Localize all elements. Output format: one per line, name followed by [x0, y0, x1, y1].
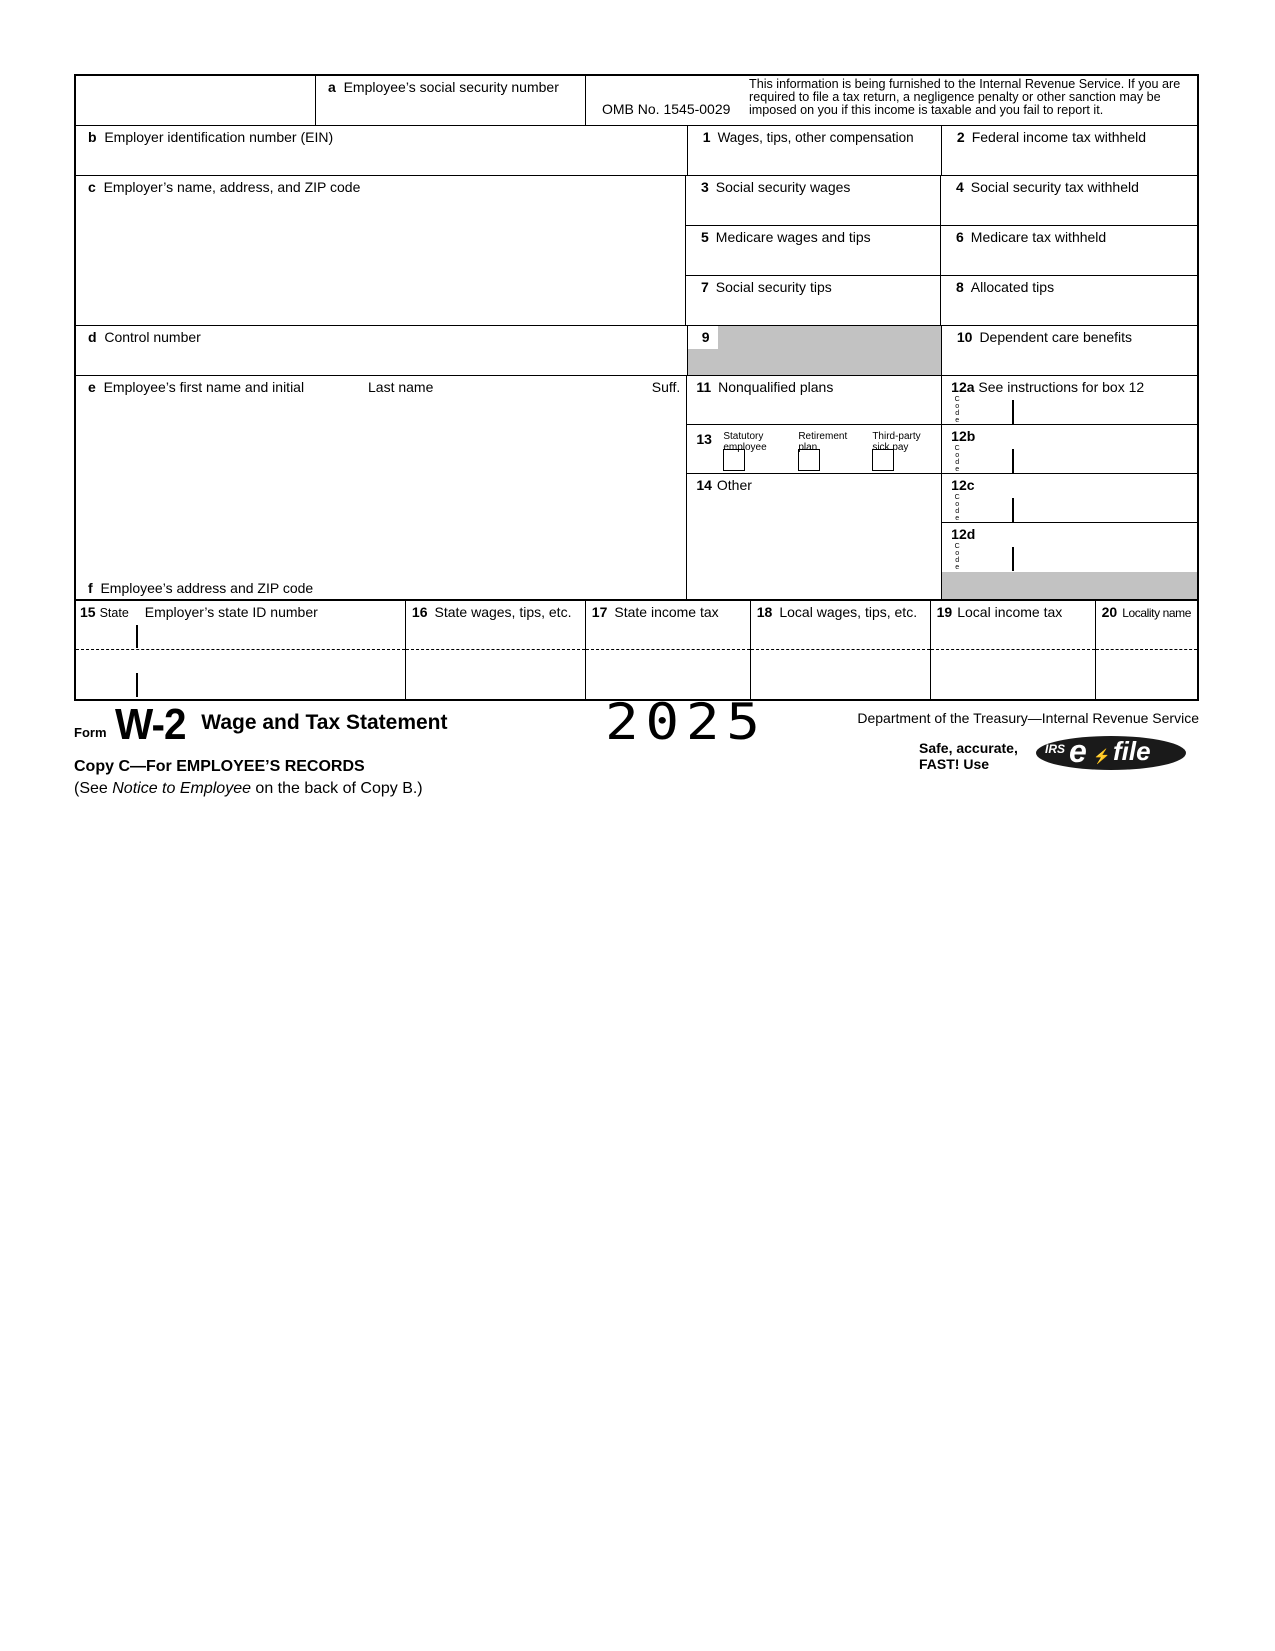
box-e-letter: e — [88, 379, 96, 395]
boxes-12 — [942, 376, 1197, 599]
boxes-3-8 — [686, 176, 1197, 325]
box-12b-code-divider — [1012, 449, 1014, 473]
irs-notice — [746, 76, 1197, 125]
box-19 — [931, 601, 1096, 699]
logo-file-text: file — [1113, 736, 1151, 766]
form-name: W-2 — [114, 700, 186, 749]
box-6[interactable] — [941, 226, 1197, 275]
local-wages-field-2[interactable] — [751, 651, 930, 697]
box-12c-code-label: C o d e — [954, 494, 960, 522]
box-12a-number: 12a — [951, 379, 975, 395]
box-12d[interactable] — [942, 523, 1197, 572]
box-11[interactable] — [687, 376, 941, 425]
lightning-icon: ⚡ — [1093, 748, 1111, 764]
box-12-shaded-strip — [942, 572, 1197, 599]
box-18-dashed-separator — [751, 649, 930, 650]
box-20-label: Locality name — [1122, 606, 1192, 620]
irs-efile-logo — [1035, 735, 1187, 771]
box-13-number: 13 — [696, 431, 712, 447]
see-notice-line — [74, 780, 423, 798]
box-3-number: 3 — [701, 179, 709, 195]
third-party-sick-pay-label: Third-party sick pay — [872, 431, 921, 453]
box-12d-number: 12d — [951, 526, 976, 542]
tax-year: 2025 — [605, 693, 767, 751]
box-11-label: Nonqualified plans — [718, 379, 834, 395]
row-3-4 — [686, 176, 1197, 226]
local-wages-field-1[interactable] — [751, 625, 930, 649]
box-12d-code-label: C o d e — [954, 543, 960, 571]
box-12c-code-divider — [1012, 498, 1014, 522]
locality-field-2[interactable] — [1096, 651, 1197, 697]
box-12b-number: 12b — [951, 428, 976, 444]
box-12c[interactable] — [942, 474, 1197, 523]
box-18-number: 18 — [756, 604, 773, 620]
box-17-number: 17 — [591, 604, 608, 620]
box-10-label: Dependent care benefits — [979, 329, 1132, 345]
box-10-number: 10 — [956, 329, 973, 345]
retirement-plan-checkbox[interactable] — [798, 449, 820, 471]
box-7-number: 7 — [701, 279, 709, 295]
box-11-number: 11 — [696, 379, 712, 395]
box-1-label: Wages, tips, other compensation — [717, 130, 914, 145]
row-d-9-10 — [74, 326, 1199, 376]
box-f-letter: f — [88, 580, 93, 596]
state-id-field-1[interactable] — [138, 625, 405, 649]
box-e-label: Employee’s first name and initial — [103, 379, 305, 395]
box-20-number: 20 — [1101, 604, 1118, 620]
state-local-row — [74, 599, 1199, 701]
box-5-label: Medicare wages and tips — [715, 229, 871, 245]
box-15-state-label: State — [99, 606, 129, 620]
box-8[interactable] — [941, 276, 1197, 325]
row-c-3-8 — [74, 176, 1199, 326]
form-footer — [74, 693, 1199, 803]
box-4-number: 4 — [956, 179, 964, 195]
box-d-letter: d — [88, 329, 97, 345]
row-b-1-2 — [74, 126, 1199, 176]
box-8-number: 8 — [956, 279, 964, 295]
box-9 — [688, 326, 942, 375]
box-2[interactable] — [942, 126, 1197, 175]
statutory-employee-checkbox[interactable] — [723, 449, 745, 471]
last-name-label: Last name — [368, 379, 434, 395]
box-e — [88, 379, 680, 395]
box-12d-code-divider — [1012, 547, 1014, 571]
logo-irs-text: IRS — [1045, 742, 1066, 756]
box-19-dashed-separator — [931, 649, 1095, 650]
box-c-label: Employer’s name, address, and ZIP code — [103, 179, 361, 195]
box-3[interactable] — [686, 176, 941, 225]
box-16-dashed-separator — [406, 649, 585, 650]
box-1-number: 1 — [702, 129, 711, 145]
box-12a-code-divider — [1012, 400, 1014, 424]
state-wages-field-2[interactable] — [406, 651, 585, 697]
irs-notice-text: This information is being furnished to the Internal Revenue Service. If you are required to file a tax return, a negligence penalty or other sanction may be imposed on you if this income is taxable and you fail to report it. — [749, 77, 1181, 117]
box-12c-number: 12c — [951, 477, 975, 493]
state-code-field-2[interactable] — [76, 651, 136, 697]
box-20-dashed-separator — [1096, 649, 1197, 650]
box-12a-code-label: C o d e — [954, 396, 960, 424]
retirement-plan-label: Retirement plan — [798, 431, 848, 453]
box-12b[interactable] — [942, 425, 1197, 474]
box-2-number: 2 — [956, 129, 965, 145]
box-14[interactable] — [687, 474, 941, 599]
statutory-employee-label: Statutory employee — [723, 431, 767, 453]
box-3-label: Social security wages — [715, 179, 851, 195]
box-12b-code-label: C o d e — [954, 445, 960, 473]
box-b-label: Employer identification number (EIN) — [104, 129, 334, 145]
omb-number: OMB No. 1545-0029 — [602, 101, 731, 117]
form-title-block — [74, 700, 448, 749]
box-b[interactable] — [76, 126, 688, 175]
box-a-label: Employee’s social security number — [343, 79, 559, 95]
third-party-sick-pay-checkbox[interactable] — [872, 449, 894, 471]
box-16 — [406, 601, 586, 699]
box-16-label: State wages, tips, etc. — [434, 604, 572, 620]
box-5-number: 5 — [701, 229, 709, 245]
box-d[interactable] — [76, 326, 688, 375]
box-a-letter: a — [328, 79, 336, 95]
box-f-label: Employee’s address and ZIP code — [100, 580, 314, 596]
box-4-label: Social security tax withheld — [970, 179, 1139, 195]
form-title: Wage and Tax Statement — [201, 711, 448, 734]
box-a[interactable] — [316, 76, 586, 125]
local-tax-field-1[interactable] — [931, 625, 1095, 649]
box-10[interactable] — [942, 326, 1197, 375]
box-12a[interactable] — [942, 376, 1197, 425]
box-15 — [76, 601, 406, 699]
box-12a-label: See instructions for box 12 — [978, 379, 1145, 395]
box-4[interactable] — [941, 176, 1197, 225]
box-18-label: Local wages, tips, etc. — [779, 604, 918, 620]
box-2-label: Federal income tax withheld — [971, 129, 1146, 145]
suffix-label: Suff. — [651, 379, 681, 395]
state-id-field-2[interactable] — [138, 651, 405, 697]
box-15-number: 15 — [80, 604, 96, 620]
state-code-field-1[interactable] — [76, 625, 136, 649]
box-14-label: Other — [716, 477, 752, 493]
safe-line-2: FAST! Use — [919, 756, 990, 772]
boxes-11-13-14 — [687, 376, 942, 599]
state-tax-field-2[interactable] — [586, 651, 750, 697]
w2-form — [74, 74, 1199, 701]
see-notice-suffix: on the back of Copy B.) — [250, 780, 423, 797]
box-17-label: State income tax — [614, 604, 719, 620]
box-c[interactable] — [76, 176, 686, 325]
box-e-f[interactable] — [76, 376, 687, 599]
box-15-label: Employer’s state ID number — [144, 604, 318, 620]
box-d-label: Control number — [104, 329, 201, 345]
locality-field-1[interactable] — [1096, 625, 1197, 649]
box-9-number: 9 — [688, 326, 718, 349]
department-line: Department of the Treasury—Internal Revenue Service — [857, 710, 1199, 726]
box-f — [88, 580, 313, 596]
box-6-number: 6 — [956, 229, 964, 245]
safe-line-1: Safe, accurate, — [919, 740, 1018, 756]
box-b-letter: b — [88, 129, 97, 145]
box-17 — [586, 601, 751, 699]
blank-corner-box[interactable] — [76, 76, 316, 125]
box-1[interactable] — [688, 126, 942, 175]
box-6-label: Medicare tax withheld — [970, 229, 1107, 245]
box-19-label: Local income tax — [957, 604, 1063, 620]
see-notice-prefix: (See — [74, 780, 113, 797]
box-18 — [751, 601, 931, 699]
omb-box — [586, 76, 746, 125]
box-14-number: 14 — [696, 477, 712, 493]
state-tax-field-1[interactable] — [586, 625, 750, 649]
box-16-number: 16 — [411, 604, 428, 620]
logo-e-text: e — [1069, 733, 1087, 769]
box-15-header — [76, 601, 405, 623]
copy-designation: Copy C—For EMPLOYEE’S RECORDS — [74, 758, 365, 775]
form-word: Form — [74, 725, 107, 740]
box-13 — [687, 425, 941, 474]
box-20 — [1096, 601, 1197, 699]
box-c-letter: c — [88, 179, 96, 195]
row-e-f-11-14 — [74, 376, 1199, 599]
box-7[interactable] — [686, 276, 941, 325]
box-8-label: Allocated tips — [970, 279, 1055, 295]
see-notice-italic: Notice to Employee — [112, 780, 251, 797]
box-5[interactable] — [686, 226, 941, 275]
box-19-number: 19 — [936, 604, 953, 620]
box-7-label: Social security tips — [715, 279, 832, 295]
box-17-dashed-separator — [586, 649, 750, 650]
state-dashed-separator — [76, 649, 405, 650]
row-7-8 — [686, 276, 1197, 325]
header-row — [74, 74, 1199, 126]
safe-accurate-text — [919, 740, 1018, 772]
row-5-6 — [686, 226, 1197, 276]
state-wages-field-1[interactable] — [406, 625, 585, 649]
local-tax-field-2[interactable] — [931, 651, 1095, 697]
